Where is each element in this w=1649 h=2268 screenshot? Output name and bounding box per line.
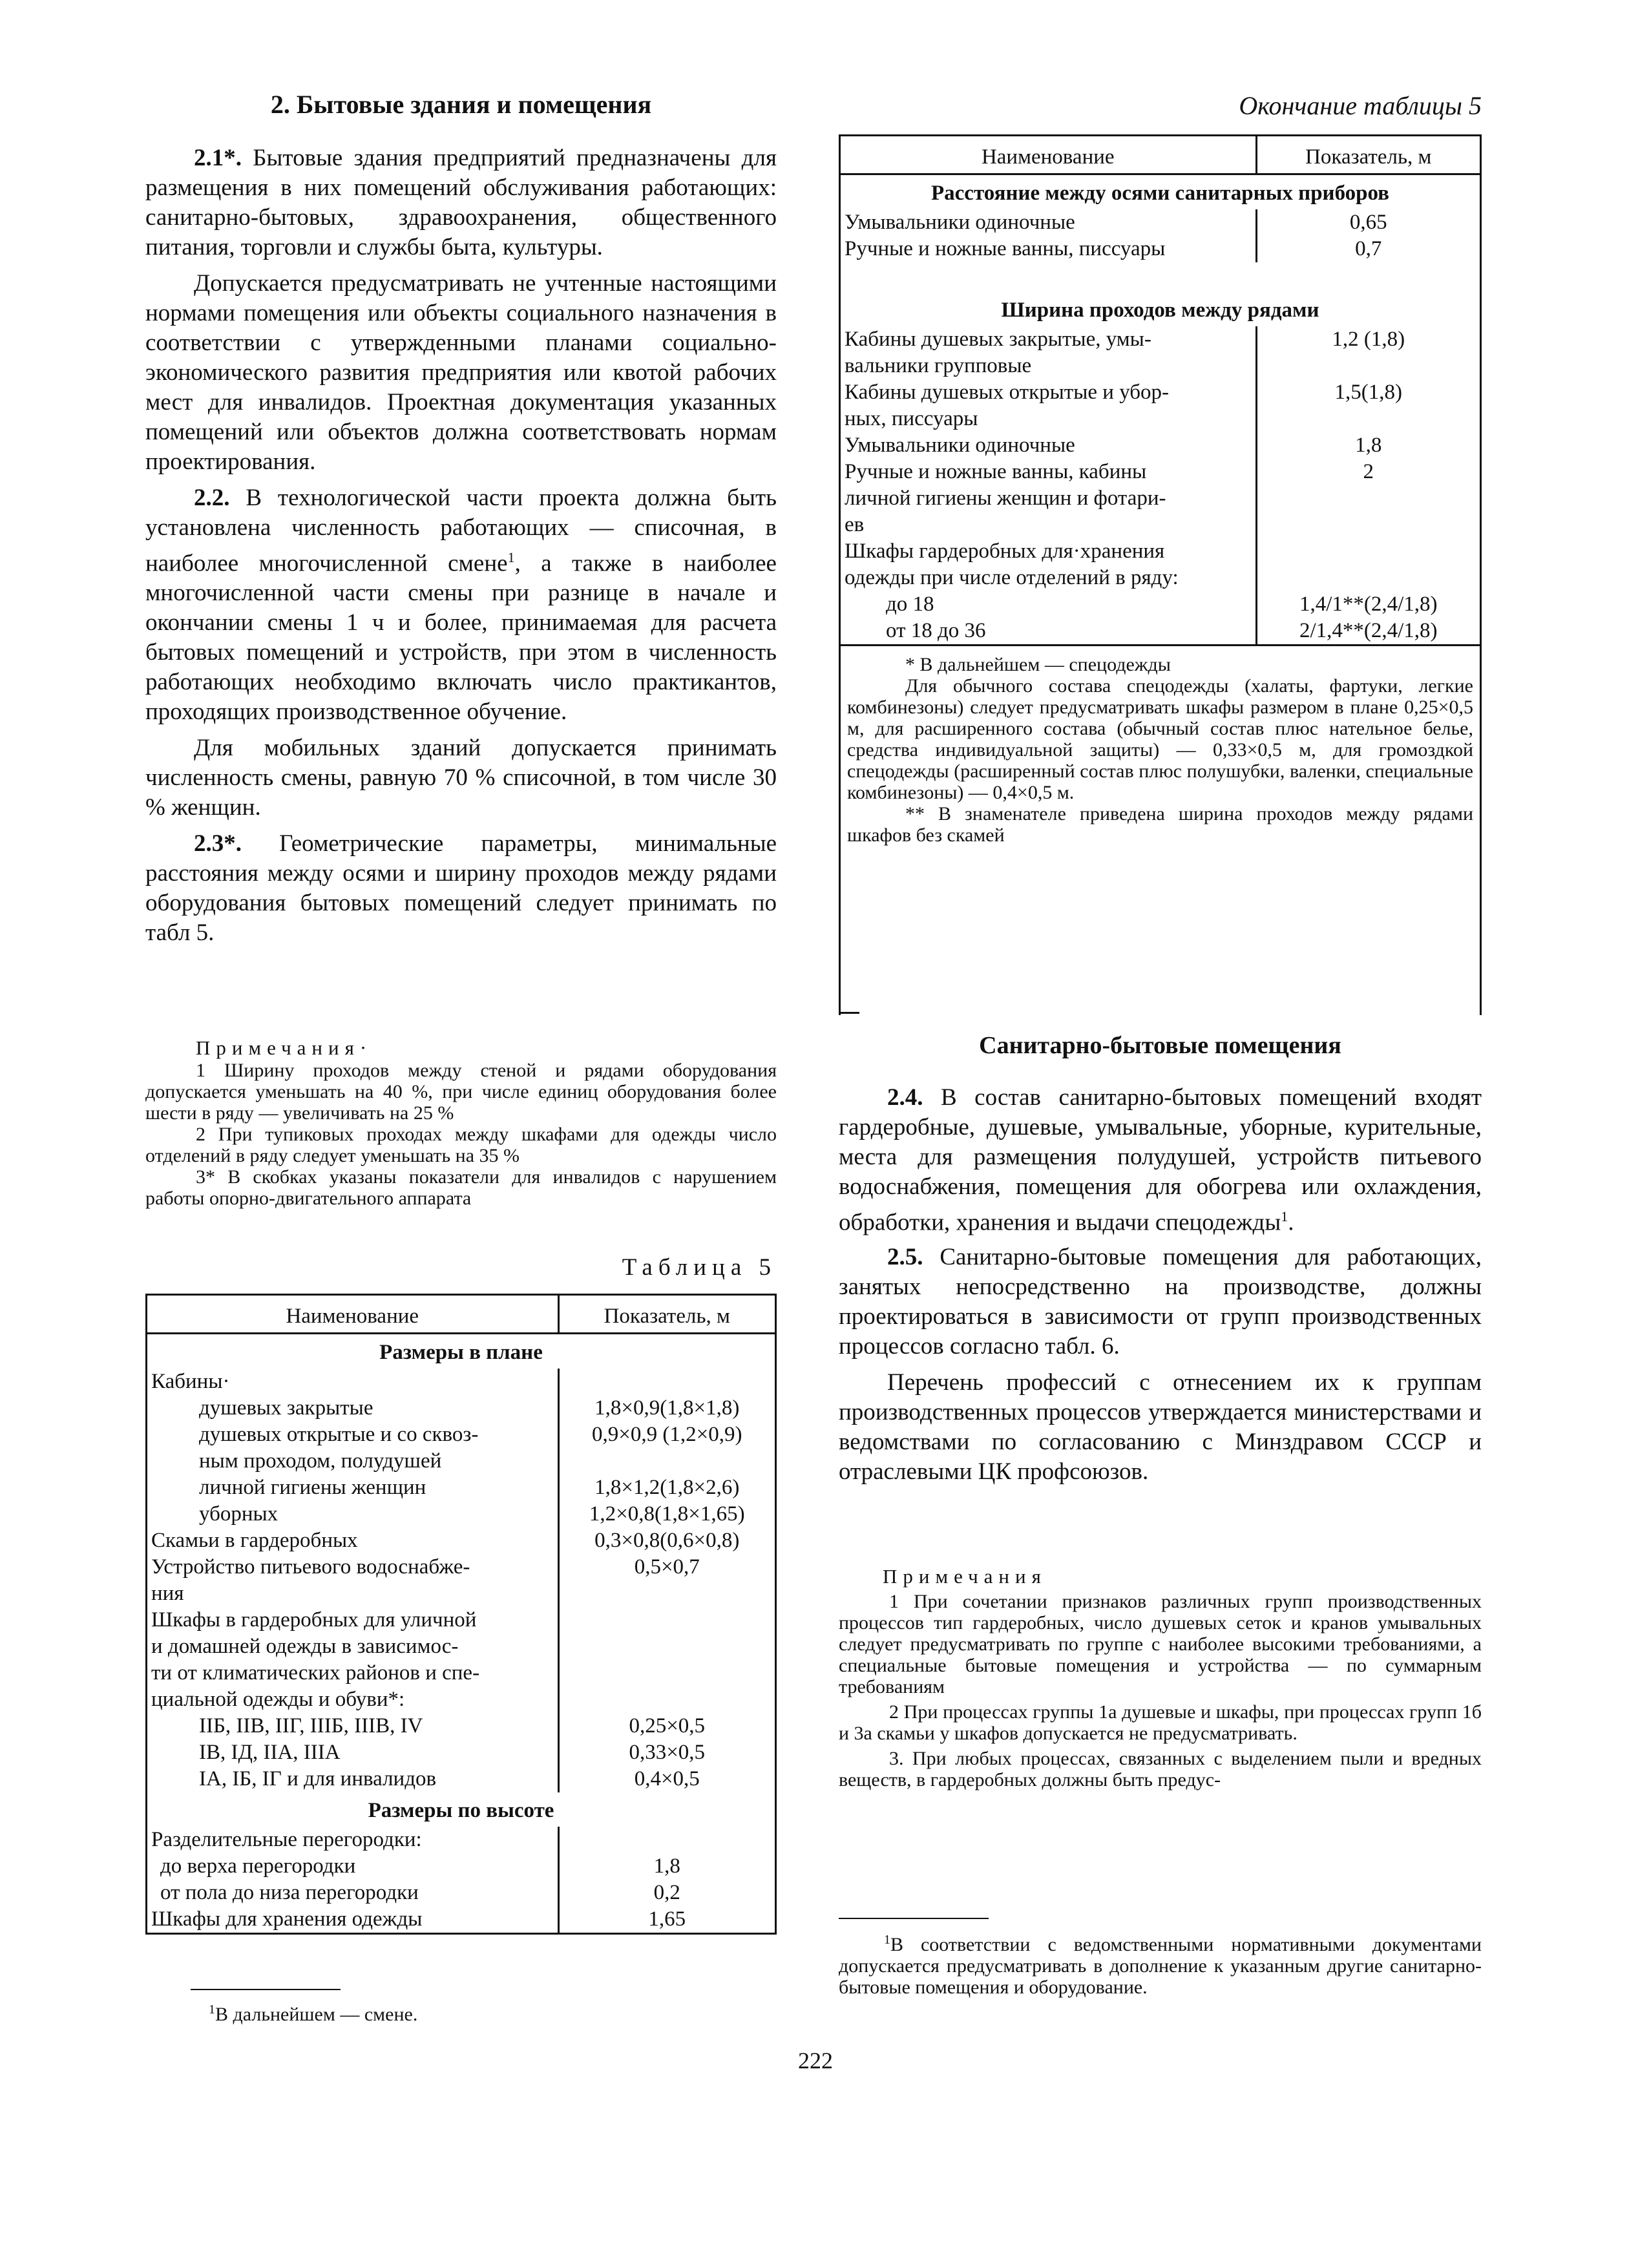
table-row: Ручные и ножные ванны, писсуары 0,7 [841, 236, 1480, 262]
table-note-3: ** В знаменателе приведена ширина проходов между рядами шкафов без скамей [847, 803, 1473, 846]
column-header-value: Показатель, м [1256, 136, 1480, 174]
paragraph-2-2-b: Для мобильных зданий допускается принимать численность смены, равную 70 % списочной, в том числе 30 % женщин. [145, 735, 777, 821]
table-row: душевых закрытые 1,8×0,9(1,8×1,8) [147, 1395, 775, 1422]
table-row: от пола до низа перегородки 0,2 [147, 1880, 775, 1906]
paragraph-2-5: 2.5. Санитарно-бытовые помещения для работающих, занятых непосредственно на производстве, должны проектироваться в зависимости от групп производственных процессов согласно табл. 6. [839, 1244, 1482, 1360]
table-5-caption: Таблица 5 [622, 1254, 777, 1281]
table-row: Разделительные перегородки: [147, 1827, 775, 1853]
footnote: $^1$В дальнейшем — смене. [209, 2002, 418, 2025]
table-row: Устройство питьевого водоснабже- 0,5×0,7 [147, 1554, 775, 1580]
table-row: IА, IБ, IГ и для инвалидов 0,4×0,5 [147, 1766, 775, 1792]
column-header-name: Наименование [147, 1296, 558, 1334]
table-section: Расстояние между осями санитарных приборов [931, 182, 1389, 205]
table-header-row [841, 136, 1480, 174]
table-row: Кабины душевых открытые и убор- 1,5(1,8) [841, 379, 1480, 406]
table-note-2: Для обычного состава спецодежды (халаты, фартуки, легкие комбинезоны) следует предусматривать шкафы размером в плане 0,25×0,5 м, для расширенного состава (обычный состав плюс нательное белье, средства индивидуальной защиты) — 0,33×0,5 м, для громоздкой спецодежды (расширенный состав плюс полушубки, валенки, специальные комбинезоны) — 0,4×0,5 м. [847, 675, 1473, 803]
table-row: ных, писсуары [841, 406, 1480, 432]
table-note-1: * В дальнейшем — спецодежды [905, 654, 1171, 675]
footnote-divider [191, 1989, 341, 1990]
table-row: ным проходом, полудушей [147, 1448, 775, 1475]
paragraph-2-1: 2.1*. Бытовые здания предприятий предназначены для размещения в них помещений обслуживания работающих: санитарно-бытовых, здравоохранения, общественного питания, торговли и службы быта, культуры. [145, 145, 777, 260]
table-row: Умывальники одиночные 1,8 [841, 432, 1480, 459]
footnote: $^1$В соответствии с ведомственными нормативными документами допускается предусматривать в дополнение к указанным другие санитарно-бытовые помещения и оборудование. [839, 1933, 1482, 1998]
table-row: Шкафы гардеробных для·хранения [841, 538, 1480, 565]
table-row: личной гигиены женщин и фотари- [841, 485, 1480, 512]
table-row: Шкафы в гардеробных для уличной [147, 1607, 775, 1633]
paragraph-2-1-b: Допускается предусматривать не учтенные настоящими нормами помещения или объекты социального назначения в соответствии с утвержденными планами социально-экономического развития предприятия или квотой рабочих мест для инвалидов. Проектная документация указанных помещений или объектов должна соответствовать нормам проектирования. [145, 270, 777, 475]
table-corner-mark [839, 1012, 859, 1014]
table-5 [145, 1294, 777, 1935]
note-3: 3* В скобках указаны показатели для инвалидов с нарушением работы опорно-двигательного аппарата [145, 1166, 777, 1209]
table-row: от 18 до 36 2/1,4**(2,4/1,8) [841, 618, 1480, 646]
paragraph-2-3: 2.3*. Геометрические параметры, минимальные расстояния между осями и ширину проходов между рядами оборудования бытовых помещений следует принимать по табл 5. [145, 830, 777, 947]
note-1: 1 Ширину проходов между стеной и рядами оборудования допускается уменьшать на 40 %, при числе единиц оборудования более шести в ряду — увеличивать на 25 % [145, 1060, 777, 1124]
section-heading: 2. Бытовые здания и помещения [270, 90, 652, 119]
left-body-text [145, 143, 777, 948]
note-2: 2 При процессах группы 1а душевые и шкафы, при процессах групп 1б и 3а скамьи у шкафов допускается не предусматривать. [839, 1701, 1482, 1744]
table-row: Шкафы для хранения одежды 1,65 [147, 1906, 775, 1933]
right-notes [839, 1565, 1482, 1790]
table-row: ния [147, 1580, 775, 1607]
table-section: Размеры по высоте [368, 1799, 554, 1822]
table-row: ев [841, 512, 1480, 538]
table-5-continued [839, 134, 1482, 1015]
table-row: до верха перегородки 1,8 [147, 1853, 775, 1880]
note-3: 3. При любых процессах, связанных с выделением пыли и вредных веществ, в гардеробных должны быть предус- [839, 1748, 1482, 1790]
table-section: Размеры в плане [379, 1341, 543, 1364]
table-row: Ручные и ножные ванны, кабины 2 [841, 459, 1480, 485]
table-header-row [147, 1296, 775, 1334]
footnote-divider [839, 1918, 989, 1919]
table-row: личной гигиены женщин 1,8×1,2(1,8×2,6) [147, 1475, 775, 1501]
table-row: душевых открытые и со сквоз- 0,9×0,9 (1,2×0,9) [147, 1422, 775, 1448]
table-section: Ширина проходов между рядами [1001, 299, 1319, 322]
notes-title: Примечания [883, 1565, 1047, 1588]
table-row: уборных 1,2×0,8(1,8×1,65) [147, 1501, 775, 1528]
page-number: 222 [798, 2048, 833, 2074]
table-row: Кабины душевых закрытые, умы- 1,2 (1,8) [841, 326, 1480, 353]
table-continuation-caption: Окончание таблицы 5 [1239, 91, 1482, 120]
table-row: и домашней одежды в зависимос- [147, 1633, 775, 1660]
note-1: 1 При сочетании признаков различных групп производственных процессов тип гардеробных, число душевых сеток и кранов умывальных следует предусматривать по группе с наиболее высокими требованиями, а специальные бытовые помещения и устройства — по суммарным требованиям [839, 1591, 1482, 1697]
table-row: циальной одежды и обуви*: [147, 1686, 775, 1713]
table-row: одежды при числе отделений в ряду: [841, 565, 1480, 591]
table-row: до 18 1,4/1**(2,4/1,8) [841, 591, 1480, 618]
notes-title: Примечания· [196, 1036, 373, 1059]
right-body-text [839, 1083, 1482, 1487]
left-notes [145, 1036, 777, 1209]
section-heading-sanitary: Санитарно-бытовые помещения [979, 1032, 1341, 1059]
note-2: 2 При тупиковых проходах между шкафами для одежды число отделений в ряду следует уменьшать на 35 % [145, 1124, 777, 1166]
table-row: Умывальники одиночные 0,65 [841, 209, 1480, 236]
column-header-value: Показатель, м [558, 1296, 775, 1334]
table-row: IВ, IД, IIА, IIIА 0,33×0,5 [147, 1739, 775, 1766]
table-row: Кабины· [147, 1369, 775, 1395]
table-row: IIБ, IIВ, IIГ, IIIБ, IIIВ, IV 0,25×0,5 [147, 1713, 775, 1739]
paragraph-2-5-b: Перечень профессий с отнесением их к группам производственных процессов утверждается министерствами и ведомствами по согласованию с Минздравом СССР и отраслевыми ЦК профсоюзов. [839, 1369, 1482, 1486]
table-row: Скамьи в гардеробных 0,3×0,8(0,6×0,8) [147, 1528, 775, 1554]
paragraph-2-2: 2.2. В технологической части проекта должна быть установлена численность работающих — списочная, в наиболее многочисленной смене$^1$, а также в наиболее многочисленной части смены при разнице в начале и окончании смены 1 ч и более, принимаемая для расчета бытовых помещений и устройств, при этом в численность работающих необходимо включать число практикантов, проходящих производственное обучение. [145, 485, 777, 726]
table-notes [841, 646, 1480, 846]
table-row: вальники групповые [841, 353, 1480, 379]
paragraph-2-4: 2.4. В состав санитарно-бытовых помещений входят гардеробные, душевые, умывальные, уборные, курительные, места для размещения полудушей, устройств питьевого водоснабжения, помещения для обогрева или охлаждения, обработки, хранения и выдачи спецодежды$^1$. [839, 1084, 1482, 1236]
table-row: ти от климатических районов и спе- [147, 1660, 775, 1686]
column-header-name: Наименование [841, 136, 1256, 174]
